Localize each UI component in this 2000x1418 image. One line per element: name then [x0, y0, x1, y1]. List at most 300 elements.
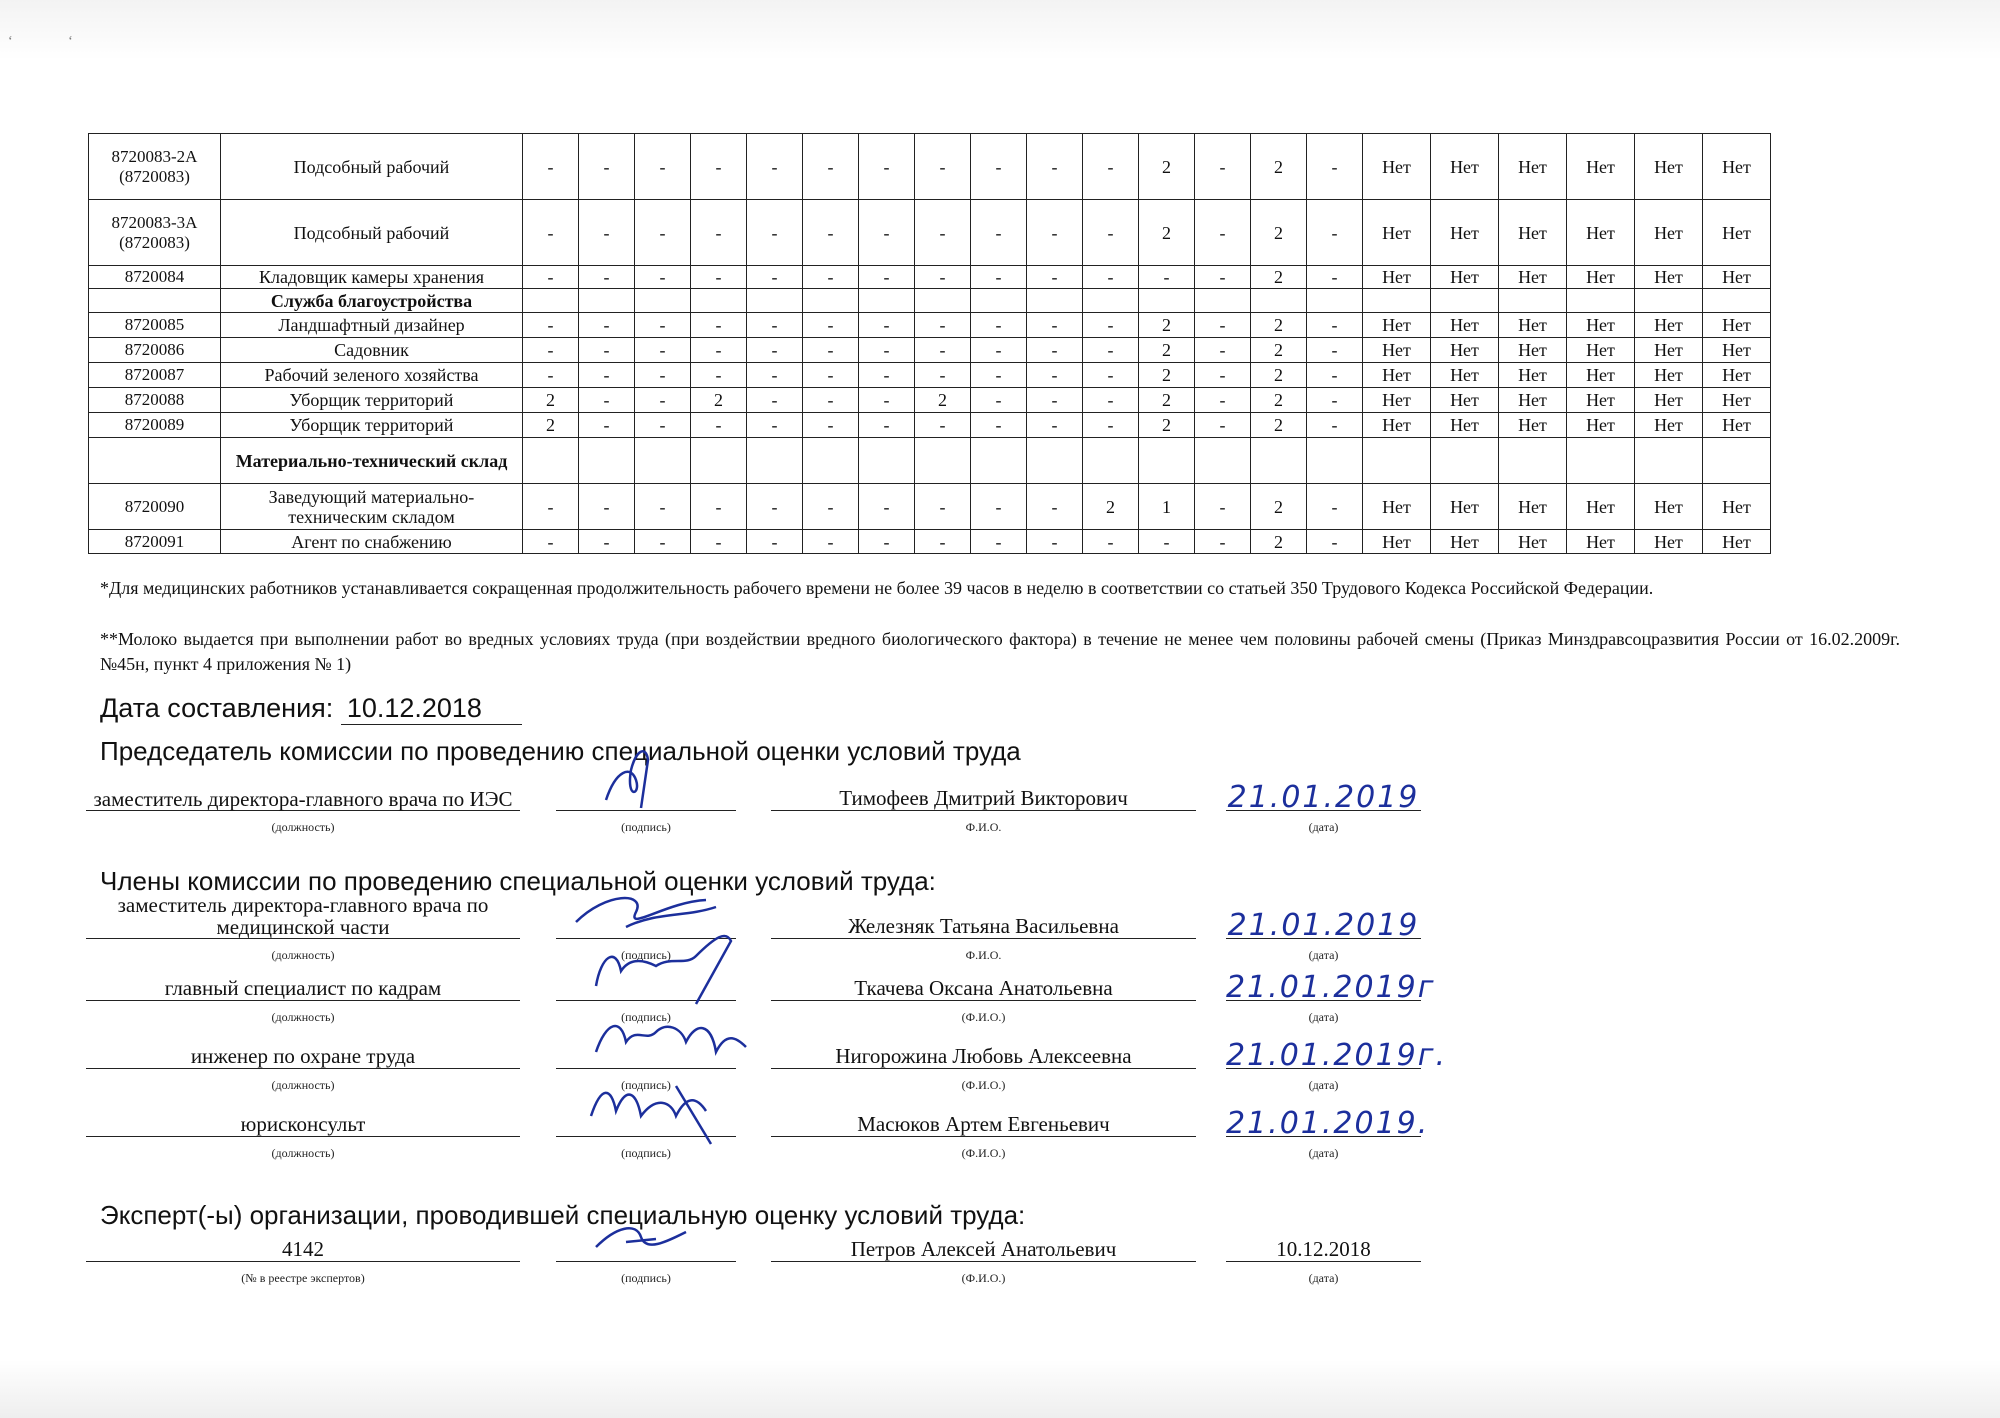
code-cell: 8720083-2А (8720083) — [89, 134, 221, 200]
table-cell — [1499, 289, 1567, 313]
value-cell: - — [803, 388, 859, 413]
flag-cell: Нет — [1567, 388, 1635, 413]
flag-cell: Нет — [1635, 363, 1703, 388]
value-cell: - — [859, 363, 915, 388]
code-cell — [89, 438, 221, 484]
value-cell: - — [1307, 338, 1363, 363]
value-cell: - — [523, 313, 579, 338]
chair-heading: Председатель комиссии по проведению специальной оценки условий труда — [100, 736, 1021, 766]
table-cell — [1251, 289, 1307, 313]
value-cell: - — [1195, 363, 1251, 388]
flag-cell: Нет — [1635, 313, 1703, 338]
value-cell: - — [1195, 338, 1251, 363]
value-cell: - — [747, 388, 803, 413]
table-cell — [1083, 289, 1139, 313]
table-cell — [747, 438, 803, 484]
value-cell: - — [635, 313, 691, 338]
value-cell: - — [579, 134, 635, 200]
flag-cell: Нет — [1363, 313, 1431, 338]
flag-cell: Нет — [1703, 134, 1771, 200]
value-cell: - — [523, 266, 579, 289]
table-cell — [915, 289, 971, 313]
flag-cell: Нет — [1567, 134, 1635, 200]
table-cell — [635, 438, 691, 484]
caption-position: (должность) — [271, 1078, 335, 1092]
flag-cell: Нет — [1635, 338, 1703, 363]
value-cell: - — [523, 484, 579, 530]
chair-date: 21.01.2019 — [1227, 780, 1420, 815]
position-cell: Рабочий зеленого хозяйства — [221, 363, 523, 388]
flag-cell: Нет — [1703, 363, 1771, 388]
table-row — [89, 134, 1771, 200]
code-cell: 8720087 — [89, 363, 221, 388]
value-cell: - — [691, 200, 747, 266]
expert-signature — [556, 1221, 736, 1262]
value-cell: - — [1195, 266, 1251, 289]
caption-fio: (Ф.И.О.) — [961, 1146, 1006, 1160]
member-position: юрисконсульт — [86, 1112, 520, 1137]
value-cell: - — [635, 413, 691, 438]
value-cell: - — [803, 313, 859, 338]
value-cell: - — [635, 134, 691, 200]
value-cell: - — [579, 200, 635, 266]
flag-cell: Нет — [1363, 388, 1431, 413]
section-title: Материально-технический склад — [221, 438, 523, 484]
value-cell: - — [1307, 266, 1363, 289]
flag-cell: Нет — [1431, 313, 1499, 338]
table-cell — [691, 438, 747, 484]
value-cell: 2 — [1139, 134, 1195, 200]
flag-cell: Нет — [1499, 134, 1567, 200]
table-cell — [971, 289, 1027, 313]
value-cell: - — [1083, 266, 1139, 289]
value-cell: - — [1083, 363, 1139, 388]
table-cell — [1703, 438, 1771, 484]
table-cell — [971, 438, 1027, 484]
table-row — [89, 266, 1771, 289]
value-cell: - — [747, 266, 803, 289]
table-row — [89, 200, 1771, 266]
flag-cell: Нет — [1363, 338, 1431, 363]
table-cell — [1431, 438, 1499, 484]
value-cell: - — [1027, 530, 1083, 554]
signature-mark — [581, 1066, 731, 1146]
flag-cell: Нет — [1363, 363, 1431, 388]
value-cell: - — [635, 530, 691, 554]
section-row — [89, 438, 1771, 484]
table-cell — [1703, 289, 1771, 313]
value-cell: - — [915, 134, 971, 200]
value-cell: - — [1307, 484, 1363, 530]
chair-signature — [556, 770, 736, 811]
value-cell: - — [915, 200, 971, 266]
caption-position: (должность) — [271, 1010, 335, 1024]
signature-mark — [586, 1217, 706, 1257]
flag-cell: Нет — [1703, 388, 1771, 413]
table-cell — [1635, 438, 1703, 484]
value-cell: - — [971, 313, 1027, 338]
value-cell: - — [747, 530, 803, 554]
member-position: главный специалист по кадрам — [86, 976, 520, 1001]
table-cell — [1635, 289, 1703, 313]
table-cell — [1083, 438, 1139, 484]
value-cell: - — [691, 338, 747, 363]
member-name: Ткачева Оксана Анатольевна — [771, 976, 1196, 1001]
table-cell — [1027, 289, 1083, 313]
flag-cell: Нет — [1635, 413, 1703, 438]
value-cell: - — [1195, 134, 1251, 200]
code-cell: 8720090 — [89, 484, 221, 530]
value-cell: - — [747, 200, 803, 266]
value-cell: 2 — [1251, 413, 1307, 438]
code-cell: 8720088 — [89, 388, 221, 413]
expert-name: Петров Алексей Анатольевич — [771, 1237, 1196, 1262]
table-cell — [1307, 289, 1363, 313]
expert-registry-number: 4142 — [86, 1237, 520, 1262]
value-cell: 2 — [1251, 530, 1307, 554]
chair-name: Тимофеев Дмитрий Викторович — [771, 786, 1196, 811]
value-cell: - — [1083, 134, 1139, 200]
value-cell: - — [579, 413, 635, 438]
code-cell: 8720091 — [89, 530, 221, 554]
value-cell: 2 — [1251, 338, 1307, 363]
caption-fio: (Ф.И.О.) — [961, 1078, 1006, 1092]
value-cell: - — [803, 413, 859, 438]
flag-cell: Нет — [1703, 200, 1771, 266]
table-cell — [747, 289, 803, 313]
member-position: инженер по охране труда — [86, 1044, 520, 1069]
member-row-3 — [86, 1035, 1448, 1095]
value-cell: 2 — [1251, 200, 1307, 266]
value-cell: - — [1027, 338, 1083, 363]
caption-signature: (подпись) — [621, 948, 671, 962]
expert-heading: Эксперт(-ы) организации, проводившей специальную оценку условий труда: — [100, 1200, 1026, 1230]
value-cell: - — [1195, 484, 1251, 530]
caption-signature: (подпись) — [621, 1146, 671, 1160]
section-row — [89, 289, 1771, 313]
value-cell: - — [635, 266, 691, 289]
value-cell: - — [1083, 388, 1139, 413]
flag-cell: Нет — [1499, 266, 1567, 289]
value-cell: - — [803, 266, 859, 289]
value-cell: - — [691, 363, 747, 388]
value-cell: - — [523, 134, 579, 200]
date-compiled — [100, 693, 522, 725]
value-cell: 2 — [1139, 313, 1195, 338]
value-cell: - — [1307, 200, 1363, 266]
position-cell: Садовник — [221, 338, 523, 363]
value-cell: - — [523, 338, 579, 363]
value-cell: - — [691, 530, 747, 554]
table-cell — [691, 289, 747, 313]
value-cell: 2 — [691, 388, 747, 413]
value-cell: - — [1307, 134, 1363, 200]
value-cell: - — [579, 388, 635, 413]
value-cell: - — [579, 313, 635, 338]
value-cell: 2 — [1139, 200, 1195, 266]
value-cell: - — [1139, 266, 1195, 289]
caption-date: (дата) — [1308, 948, 1339, 962]
value-cell: - — [1083, 413, 1139, 438]
value-cell: - — [915, 530, 971, 554]
table-cell — [1363, 289, 1431, 313]
code-cell: 8720086 — [89, 338, 221, 363]
value-cell: - — [1083, 313, 1139, 338]
flag-cell: Нет — [1431, 530, 1499, 554]
value-cell: 2 — [1251, 484, 1307, 530]
flag-cell: Нет — [1431, 388, 1499, 413]
value-cell: 2 — [1251, 134, 1307, 200]
value-cell: - — [635, 484, 691, 530]
table-cell — [579, 289, 635, 313]
caption-signature: (подпись) — [621, 1271, 671, 1285]
value-cell: - — [1195, 200, 1251, 266]
caption-fio: Ф.И.О. — [965, 948, 1002, 962]
table-row — [89, 363, 1771, 388]
value-cell: - — [803, 134, 859, 200]
value-cell: 2 — [1139, 338, 1195, 363]
table-cell — [1027, 438, 1083, 484]
table-row — [89, 338, 1771, 363]
flag-cell: Нет — [1499, 363, 1567, 388]
date-compiled-value: 10.12.2018 — [341, 693, 522, 725]
value-cell: - — [1307, 530, 1363, 554]
position-cell: Уборщик территорий — [221, 413, 523, 438]
caption-position: (должность) — [271, 820, 335, 834]
value-cell: 2 — [523, 413, 579, 438]
value-cell: 2 — [1251, 363, 1307, 388]
value-cell: - — [635, 338, 691, 363]
table-cell — [1307, 438, 1363, 484]
value-cell: 2 — [1139, 388, 1195, 413]
members-heading: Члены комиссии по проведению специальной оценки условий труда: — [100, 866, 936, 896]
table-cell — [1251, 438, 1307, 484]
value-cell: - — [803, 484, 859, 530]
section-title: Служба благоустройства — [221, 289, 523, 313]
value-cell: - — [915, 484, 971, 530]
flag-cell: Нет — [1567, 413, 1635, 438]
value-cell: - — [1027, 134, 1083, 200]
position-cell: Агент по снабжению — [221, 530, 523, 554]
flag-cell: Нет — [1703, 484, 1771, 530]
value-cell: - — [1195, 313, 1251, 338]
value-cell: - — [971, 363, 1027, 388]
value-cell: - — [747, 338, 803, 363]
member-name: Железняк Татьяна Васильевна — [771, 914, 1196, 939]
flag-cell: Нет — [1499, 200, 1567, 266]
value-cell: - — [635, 363, 691, 388]
flag-cell: Нет — [1635, 134, 1703, 200]
value-cell: - — [747, 134, 803, 200]
table-cell — [1195, 438, 1251, 484]
position-cell: Заведующий материально-техническим складом — [221, 484, 523, 530]
table-row — [89, 313, 1771, 338]
caption-signature: (подпись) — [621, 1010, 671, 1024]
flag-cell: Нет — [1499, 484, 1567, 530]
value-cell: 1 — [1139, 484, 1195, 530]
value-cell: 2 — [1139, 363, 1195, 388]
flag-cell: Нет — [1499, 313, 1567, 338]
value-cell: - — [915, 266, 971, 289]
value-cell: - — [915, 338, 971, 363]
flag-cell: Нет — [1431, 266, 1499, 289]
value-cell: - — [1027, 388, 1083, 413]
value-cell: - — [579, 484, 635, 530]
value-cell: - — [971, 134, 1027, 200]
value-cell: - — [971, 530, 1027, 554]
caption-registry: (№ в реестре экспертов) — [241, 1271, 365, 1285]
flag-cell: Нет — [1363, 484, 1431, 530]
value-cell: - — [747, 363, 803, 388]
value-cell: 2 — [523, 388, 579, 413]
expert-date: 10.12.2018 — [1226, 1237, 1421, 1262]
chair-position: заместитель директора-главного врача по ИЭС — [86, 788, 520, 811]
value-cell: - — [971, 413, 1027, 438]
value-cell: - — [859, 484, 915, 530]
member-name: Масюков Артем Евгеньевич — [771, 1112, 1196, 1137]
flag-cell: Нет — [1567, 484, 1635, 530]
code-cell: 8720085 — [89, 313, 221, 338]
flag-cell: Нет — [1499, 413, 1567, 438]
member-name: Нигорожина Любовь Алексеевна — [771, 1044, 1196, 1069]
expert-row — [86, 1228, 1426, 1288]
member-date: 21.01.2019г — [1226, 970, 1436, 1005]
code-cell: 8720084 — [89, 266, 221, 289]
signature-mark — [576, 926, 746, 1006]
flag-cell: Нет — [1363, 266, 1431, 289]
flag-cell: Нет — [1567, 313, 1635, 338]
value-cell: - — [691, 266, 747, 289]
value-cell: - — [1027, 413, 1083, 438]
flag-cell: Нет — [1431, 134, 1499, 200]
member-row-4 — [86, 1103, 1430, 1163]
flag-cell: Нет — [1635, 530, 1703, 554]
flag-cell: Нет — [1431, 484, 1499, 530]
value-cell: - — [523, 530, 579, 554]
value-cell: - — [579, 338, 635, 363]
flag-cell: Нет — [1431, 363, 1499, 388]
flag-cell: Нет — [1567, 200, 1635, 266]
value-cell: - — [579, 266, 635, 289]
flag-cell: Нет — [1635, 388, 1703, 413]
value-cell: - — [859, 134, 915, 200]
member-date: 21.01.2019г. — [1226, 1038, 1448, 1073]
value-cell: - — [1195, 530, 1251, 554]
member-date: 21.01.2019 — [1227, 908, 1420, 943]
member-signature — [556, 1028, 736, 1069]
value-cell: - — [1139, 530, 1195, 554]
value-cell: - — [915, 413, 971, 438]
flag-cell: Нет — [1363, 413, 1431, 438]
value-cell: - — [971, 388, 1027, 413]
signature-mark — [586, 1002, 756, 1072]
position-cell: Кладовщик камеры хранения — [221, 266, 523, 289]
value-cell: - — [859, 313, 915, 338]
table-cell — [1195, 289, 1251, 313]
value-cell: - — [523, 200, 579, 266]
caption-signature: (подпись) — [621, 1078, 671, 1092]
member-position: заместитель директора-главного врача по медицинской части — [86, 894, 520, 939]
position-cell: Ландшафтный дизайнер — [221, 313, 523, 338]
flag-cell: Нет — [1431, 338, 1499, 363]
value-cell: - — [1307, 363, 1363, 388]
value-cell: - — [971, 266, 1027, 289]
value-cell: - — [1083, 338, 1139, 363]
flag-cell: Нет — [1635, 200, 1703, 266]
value-cell: - — [1307, 388, 1363, 413]
value-cell: - — [1027, 200, 1083, 266]
table-cell — [1363, 438, 1431, 484]
table-cell — [1499, 438, 1567, 484]
flag-cell: Нет — [1431, 413, 1499, 438]
table-cell — [803, 289, 859, 313]
table-cell — [1567, 289, 1635, 313]
value-cell: - — [1195, 413, 1251, 438]
position-cell: Подсобный рабочий — [221, 200, 523, 266]
table-cell — [915, 438, 971, 484]
scan-marks: ‘ ‘ — [8, 34, 99, 49]
flag-cell: Нет — [1635, 484, 1703, 530]
value-cell: - — [579, 363, 635, 388]
caption-date: (дата) — [1308, 1271, 1339, 1285]
member-row-2 — [86, 967, 1436, 1027]
table-row — [89, 484, 1771, 530]
value-cell: 2 — [1083, 484, 1139, 530]
caption-fio: (Ф.И.О.) — [961, 1271, 1006, 1285]
code-cell: 8720089 — [89, 413, 221, 438]
member-signature — [556, 1096, 736, 1137]
table-row — [89, 530, 1771, 554]
value-cell: - — [803, 338, 859, 363]
flag-cell: Нет — [1567, 530, 1635, 554]
value-cell: - — [1027, 484, 1083, 530]
value-cell: - — [803, 200, 859, 266]
caption-position: (должность) — [271, 1146, 335, 1160]
footnote-1: *Для медицинских работников устанавливается сокращенная продолжительность рабочего времени не более 39 часов в неделю в соответствии со статьей 350 Трудового Кодекса Российской Федерации. — [100, 578, 1654, 598]
value-cell: - — [523, 363, 579, 388]
value-cell: - — [691, 134, 747, 200]
value-cell: - — [1083, 200, 1139, 266]
table-cell — [523, 289, 579, 313]
value-cell: 2 — [1251, 266, 1307, 289]
flag-cell: Нет — [1703, 313, 1771, 338]
code-cell — [89, 289, 221, 313]
table-cell — [523, 438, 579, 484]
value-cell: - — [747, 484, 803, 530]
value-cell: - — [859, 530, 915, 554]
caption-date: (дата) — [1308, 820, 1339, 834]
caption-fio: Ф.И.О. — [965, 820, 1002, 834]
value-cell: - — [635, 200, 691, 266]
value-cell: - — [971, 484, 1027, 530]
table-row — [89, 388, 1771, 413]
position-cell: Подсобный рабочий — [221, 134, 523, 200]
member-date: 21.01.2019. — [1226, 1106, 1430, 1141]
flag-cell: Нет — [1635, 266, 1703, 289]
flag-cell: Нет — [1363, 134, 1431, 200]
flag-cell: Нет — [1499, 388, 1567, 413]
value-cell: - — [579, 530, 635, 554]
value-cell: - — [747, 313, 803, 338]
results-table — [88, 133, 1771, 554]
value-cell: - — [859, 388, 915, 413]
value-cell: - — [1083, 530, 1139, 554]
caption-date: (дата) — [1308, 1078, 1339, 1092]
value-cell: - — [747, 413, 803, 438]
value-cell: 2 — [915, 388, 971, 413]
table-cell — [1431, 289, 1499, 313]
table-cell — [803, 438, 859, 484]
